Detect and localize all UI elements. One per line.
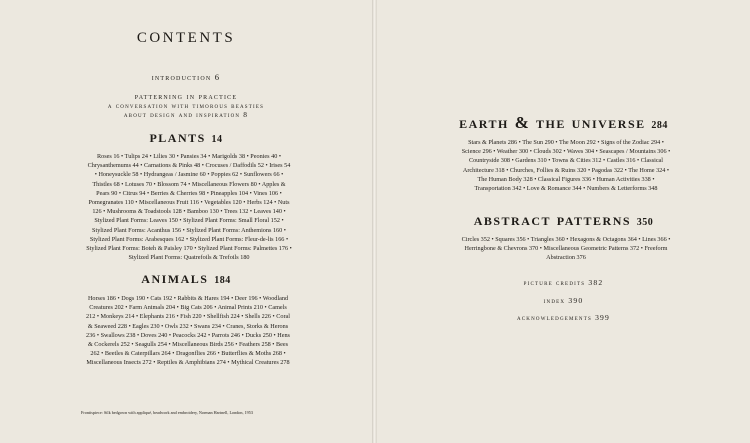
plants-entries: Roses 16 • Tulips 24 • Lilies 30 • Pansies 34 • Marigolds 38 • Peonies 40 • Chrysanthemums 44 • Carnations & Pinks 48 • Crocuses / Daffodils 52 • Irises 54 • Honeysuckle 58 • Hydrangeas / Jasmine 60 • Poppies 62 • Sunflowers 66 • Thistles 68 • Lotuses 70 • Blossom 74 • Miscellaneous Flowers 80 • Apples & Pears 90 • Citrus 94 • Berries & Cherries 98 • Pineapples 104 • Vines 106 • Pomegranates 110 • Miscellaneous Fruit 116 • Vegetables 120 • Herbs 124 • Nuts 126 • Mushrooms & Toadstools 128 • Bamboo 130 • Trees 132 • Leaves 140 • Stylized Plant Forms: Leaves 150 • Stylized Plant Forms: Small Floral 152 • Stylized Plant Forms: Acanthus 156 • Stylized Plant Forms: Anthemions 160 • Stylized Plant Forms: Arabesques 162 • Stylized Plant Forms: Fleur-de-lis 166 • Stylized Plant Forms: Boteh & Paisley 170 • Stylized Plant Forms: Palmettes 176 • Stylized Plant Forms: Quatrefoils & Trefoils 180 (86, 153, 292, 262)
earth-heading-block (377, 113, 750, 133)
animals-entries: Horses 186 • Dogs 190 • Cats 192 • Rabbits & Hares 194 • Deer 196 • Woodland Creatures 202 • Farm Animals 204 • Big Cats 206 • Animal Prints 210 • Camels 212 • Monkeys 214 • Elephants 216 • Fish 220 • Shellfish 224 • Shells 226 • Coral & Seaweed 228 • Eagles 230 • Owls 232 • Swans 234 • Cranes, Storks & Herons 236 • Swallows 238 • Doves 240 • Peacocks 242 • Parrots 246 • Ducks 250 • Hens & Cockerels 252 • Seagulls 254 • Miscellaneous Birds 256 • Feathers 258 • Bees 262 • Beetles & Caterpillars 264 • Dragonflies 266 • Butterflies & Moths 268 • Miscellaneous Insects 272 • Reptiles & Amphibians 274 • Mythical Creatures 278 (86, 295, 290, 367)
practice-line-3: about design and inspiration 8 (123, 110, 249, 119)
practice-line-1: patterning in practice (134, 91, 238, 101)
introduction-entry: introduction 6 (151, 72, 221, 82)
plants-heading (0, 127, 372, 147)
right-page (377, 0, 750, 443)
animals-heading-text: animals (141, 268, 209, 287)
animals-heading (0, 268, 372, 288)
left-page (0, 0, 372, 443)
index-entry: index 390 (543, 296, 584, 305)
plants-heading-text: plants (149, 127, 206, 146)
plants-page-number: 14 (211, 134, 223, 145)
frontispiece-caption: Frontispiece: Silk bedgown with appliqué, beadwork and embroidery, Norman Hartnell, London, 1953 (81, 410, 253, 415)
abstract-heading (377, 210, 750, 230)
practice-line-2: a conversation with timorous beasties (107, 101, 265, 110)
abstract-heading-block (377, 210, 750, 230)
patterning-in-practice-entry (0, 92, 372, 119)
earth-page-number: 284 (651, 120, 668, 131)
abstract-page-number: 350 (636, 217, 654, 228)
earth-heading (377, 113, 750, 133)
plants-heading-block (0, 127, 372, 147)
abstract-heading-text: abstract patterns (473, 210, 632, 229)
animals-heading-block (0, 268, 372, 288)
earth-entries: Stars & Planets 286 • The Sun 290 • The Moon 292 • Signs of the Zodiac 294 • Science 296 • Weather 300 • Clouds 302 • Waves 304 • Seascapes / Mountains 306 • Countryside 308 • Gardens 310 • Towns & Cities 312 • Castles 316 • Classical Architecture 318 • Churches, Follies & Ruins 320 • Pagodas 322 • The Home 324 • The Human Body 328 • Classical Figures 336 • Human Activities 338 • Transportation 342 • Love & Romance 344 • Numbers & Letterforms 348 (461, 139, 671, 193)
earth-heading-text: earth & the universe (459, 113, 646, 132)
picture-credits-entry: picture credits 382 (523, 278, 604, 287)
animals-page-number: 184 (214, 275, 231, 286)
abstract-entries: Circles 352 • Squares 356 • Triangles 360 • Hexagons & Octagons 364 • Lines 366 • Herringbone & Chevrons 370 • Miscellaneous Geometric Patterns 372 • Freeform Abstraction 376 (461, 236, 671, 262)
contents-title: contents (136, 22, 236, 47)
acknowledgements-entry: acknowledgements 399 (516, 313, 611, 322)
